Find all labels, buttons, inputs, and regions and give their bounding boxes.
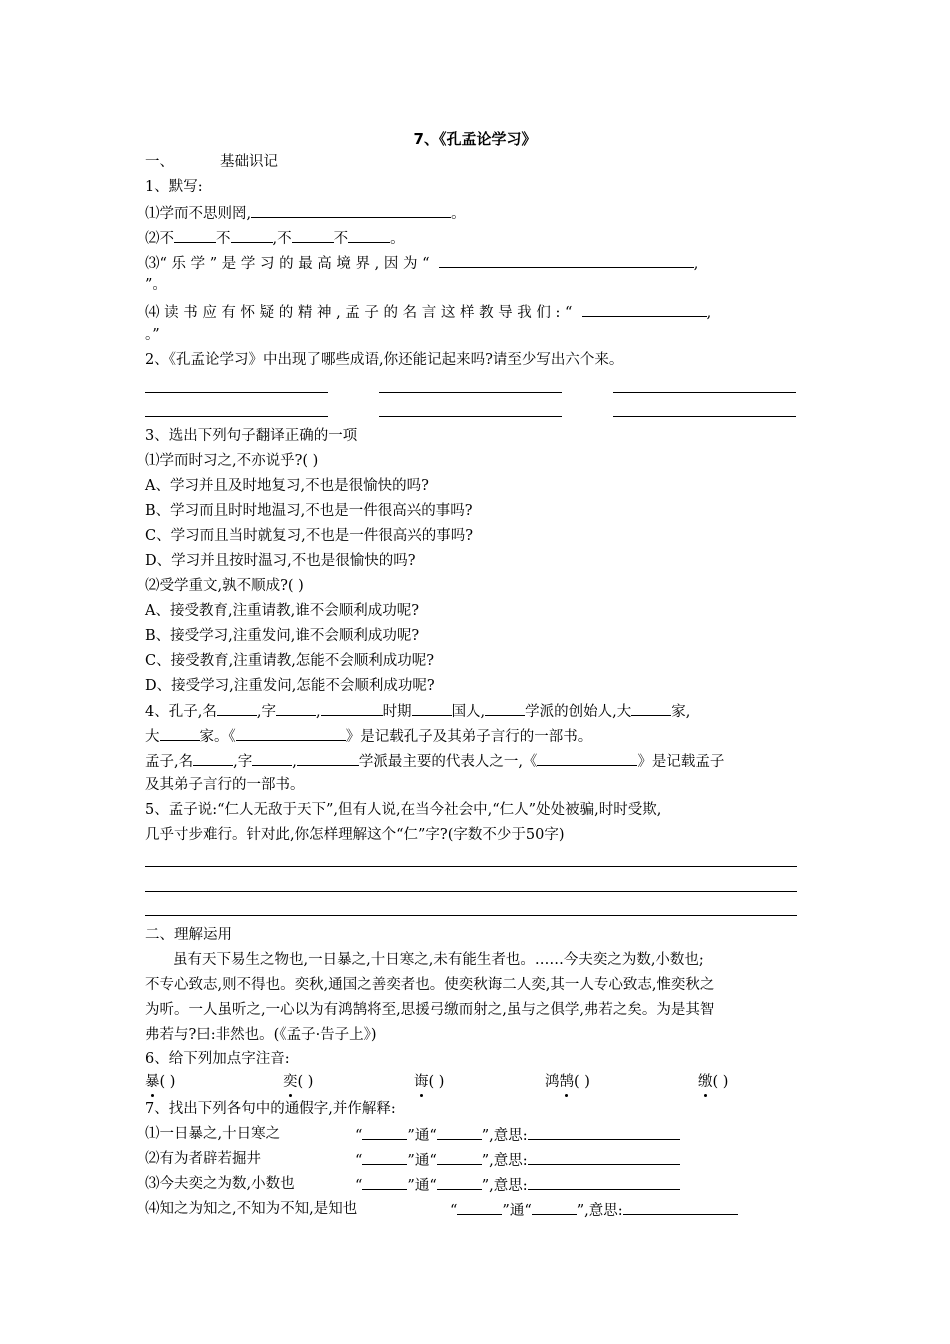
answer-blank[interactable]: [251, 202, 451, 218]
answer-blank[interactable]: [623, 1199, 738, 1215]
q7-fill: [355, 1124, 680, 1146]
passage-line: 为听。一人虽听之,一心以为有鸿鹄将至,思援弓缴而射之,虽与之俱学,弗若之矣。为是其智: [145, 1002, 715, 1018]
q7-text: ”通“: [502, 1203, 532, 1219]
section-one-number: 一、: [145, 154, 174, 170]
idiom-answer-line[interactable]: [379, 416, 562, 417]
q1-line4-text: ⑷ 读 书 应 有 怀 疑 的 精 神 , 孟 子 的 名 言 这 样 教 导 我 们 : “: [145, 305, 573, 321]
answer-blank[interactable]: [532, 1199, 577, 1215]
q3-option-c1[interactable]: C、学习而且当时就复习,不也是一件很高兴的事吗?: [145, 528, 473, 544]
section-two-heading: 二、理解运用: [145, 927, 232, 943]
q1-heading: 1、默写:: [145, 179, 203, 195]
q1-line4-end: 。”: [145, 327, 160, 343]
q4-text: 时期: [382, 704, 412, 720]
essay-answer-line[interactable]: [145, 915, 797, 916]
pinyin-blank[interactable]: ( ): [574, 1074, 590, 1090]
q3-sentence1: ⑴学而时习之,不亦说乎?( ): [145, 453, 319, 469]
dotted-char: 奕: [283, 1074, 298, 1090]
q1-line1-text: ⑴学而不思则罔,: [145, 206, 252, 222]
q7-text: ”通“: [407, 1128, 437, 1144]
pinyin-blank[interactable]: ( ): [712, 1074, 729, 1090]
answer-blank[interactable]: [528, 1124, 680, 1140]
q6-item: [414, 1072, 444, 1092]
answer-blank[interactable]: [537, 750, 637, 766]
answer-blank[interactable]: [193, 750, 233, 766]
dotted-char: 缴: [698, 1074, 713, 1090]
q6-item: [283, 1072, 313, 1092]
answer-blank[interactable]: [362, 1174, 407, 1190]
answer-blank[interactable]: [362, 1124, 407, 1140]
q1-line2-a: ⑵不: [145, 231, 174, 247]
q4-text: 家。《: [199, 729, 236, 745]
q4-text: 学派的创始人,大: [525, 704, 632, 720]
answer-blank[interactable]: [292, 227, 334, 243]
q7-row: [145, 1149, 261, 1169]
q4-text: ,: [292, 754, 297, 770]
q7-text: “: [355, 1153, 363, 1169]
section-one-title: 基础识记: [220, 154, 278, 170]
answer-blank[interactable]: [362, 1149, 407, 1165]
q4-line1: [145, 700, 690, 722]
answer-blank[interactable]: [348, 227, 390, 243]
q1-line1-end: 。: [451, 206, 466, 222]
q7-fill: [355, 1174, 680, 1196]
q3-heading: 3、选出下列句子翻译正确的一项: [145, 428, 358, 444]
q7-sentence: ⑴一日暴之,十日寒之: [145, 1126, 281, 1142]
q3-option-d1[interactable]: D、学习并且按时温习,不也是很愉快的吗?: [145, 553, 416, 569]
answer-blank[interactable]: [631, 700, 671, 716]
q1-line4: [145, 301, 711, 323]
q1-line2-b: 不: [216, 231, 231, 247]
answer-blank[interactable]: [457, 1199, 502, 1215]
idiom-answer-line[interactable]: [613, 416, 796, 417]
q7-text: ”,意思:: [576, 1203, 623, 1219]
pinyin-blank[interactable]: ( ): [428, 1074, 445, 1090]
q6-item: [145, 1072, 175, 1092]
answer-blank[interactable]: [217, 700, 257, 716]
q3-option-b2[interactable]: B、接受学习,注重发问,谁不会顺利成功呢?: [145, 628, 420, 644]
q6-heading: 6、给下列加点字注音:: [145, 1051, 290, 1067]
q7-row: [145, 1174, 295, 1194]
answer-blank[interactable]: [437, 1174, 482, 1190]
section-one-heading: [145, 152, 278, 172]
passage-line: 不专心致志,则不得也。奕秋,通国之善奕者也。使奕秋诲二人奕,其一人专心致志,惟奕秋之: [145, 977, 715, 993]
answer-blank[interactable]: [582, 301, 707, 317]
answer-blank[interactable]: [485, 700, 525, 716]
q1-line2-d: 不: [333, 231, 349, 247]
answer-blank[interactable]: [174, 227, 216, 243]
q2-heading: 2、《孔孟论学习》中出现了哪些成语,你还能记起来吗?请至少写出六个来。: [145, 352, 624, 368]
q4-text: ,: [315, 704, 321, 720]
q4-text: 大: [145, 729, 160, 745]
answer-blank[interactable]: [412, 700, 452, 716]
answer-blank[interactable]: [231, 227, 273, 243]
page-title: 7、《孔孟论学习》: [413, 130, 537, 148]
q4-text: 4、孔子,名: [145, 704, 217, 720]
q4-text: 家,: [671, 704, 691, 720]
q6-item: [545, 1072, 590, 1092]
q1-line2: [145, 227, 405, 249]
answer-blank[interactable]: [321, 700, 383, 716]
idiom-answer-line[interactable]: [145, 416, 328, 417]
answer-blank[interactable]: [252, 750, 292, 766]
q7-text: ”,意思:: [481, 1178, 528, 1194]
q7-text: “: [355, 1178, 363, 1194]
q4-text: 》是记载孟子: [637, 754, 725, 770]
q4-line2: [145, 725, 592, 747]
answer-blank[interactable]: [439, 252, 694, 268]
q4-text: ,字: [233, 754, 253, 770]
answer-blank[interactable]: [276, 700, 316, 716]
q1-line2-e: 。: [390, 231, 405, 247]
q6-item: [698, 1072, 728, 1092]
q7-heading: 7、找出下列各句中的通假字,并作解释:: [145, 1101, 396, 1117]
q4-text: 孟子,名: [145, 754, 194, 770]
answer-blank[interactable]: [160, 725, 200, 741]
q4-text: 学派最主要的代表人之一,《: [358, 754, 538, 770]
plain-char: 鸿: [545, 1074, 560, 1090]
q3-option-a2[interactable]: A、接受教育,注重请教,谁不会顺利成功呢?: [145, 603, 419, 619]
pinyin-blank[interactable]: ( ): [297, 1074, 314, 1090]
q7-fill: [355, 1149, 680, 1171]
q4-text: 国人,: [451, 704, 486, 720]
q3-sentence2: ⑵受学重文,孰不顺成?( ): [145, 578, 304, 594]
q4-text: ,字: [256, 704, 276, 720]
q3-option-d2[interactable]: D、接受学习,注重发问,怎能不会顺利成功呢?: [145, 678, 435, 694]
essay-answer-line[interactable]: [145, 866, 797, 867]
q7-text: “: [355, 1128, 363, 1144]
pinyin-blank[interactable]: ( ): [159, 1074, 176, 1090]
q3-option-a1[interactable]: A、学习并且及时地复习,不也是很愉快的吗?: [145, 478, 429, 494]
q1-line3-text: ⑶“ 乐 学 ” 是 学 习 的 最 高 境 界 , 因 为 “: [145, 256, 430, 272]
dotted-char: 诲: [414, 1074, 429, 1090]
idiom-answer-line[interactable]: [379, 392, 562, 393]
q1-line3-comma: ,: [693, 256, 699, 272]
q5-line2: 几乎寸步难行。针对此,你怎样理解这个“仁”字?(字数不少于50字): [145, 827, 565, 843]
answer-blank[interactable]: [437, 1124, 482, 1140]
q7-row: [145, 1124, 280, 1144]
idiom-answer-line[interactable]: [145, 392, 328, 393]
q1-line1: [145, 202, 466, 224]
q5-line1: 5、孟子说:“仁人无敌于天下”,但有人说,在当今社会中,“仁人”处处被骗,时时受欺,: [145, 802, 662, 818]
q1-line3-end: ”。: [145, 277, 167, 293]
q7-text: “: [450, 1203, 458, 1219]
q3-option-c2[interactable]: C、接受教育,注重请教,怎能不会顺利成功呢?: [145, 653, 435, 669]
answer-blank[interactable]: [236, 725, 346, 741]
idiom-answer-line[interactable]: [613, 392, 796, 393]
q1-line4-comma: ,: [706, 305, 712, 321]
q7-text: ”通“: [407, 1178, 437, 1194]
q4-text: 》是记载孔子及其弟子言行的一部书。: [345, 729, 593, 745]
q7-text: ”通“: [407, 1153, 437, 1169]
passage-line: 弗若与?曰:非然也。(《孟子·告子上》): [145, 1027, 377, 1043]
q7-sentence: ⑷知之为知之,不知为不知,是知也: [145, 1201, 358, 1217]
passage-line: 虽有天下易生之物也,一日暴之,十日寒之,未有能生者也。……今夫奕之为数,小数也;: [173, 952, 704, 968]
q7-text: ”,意思:: [481, 1128, 528, 1144]
q7-sentence: ⑶今夫奕之为数,小数也: [145, 1176, 295, 1192]
answer-blank[interactable]: [528, 1149, 680, 1165]
answer-blank[interactable]: [528, 1174, 680, 1190]
q1-line3: [145, 252, 698, 274]
q4-line3: [145, 750, 724, 772]
q7-row: [145, 1199, 357, 1219]
q3-option-b1[interactable]: B、学习而且时时地温习,不也是一件很高兴的事吗?: [145, 503, 473, 519]
q1-line2-c: ,不: [272, 231, 292, 247]
q4-line4: 及其弟子言行的一部书。: [145, 777, 305, 793]
essay-answer-line[interactable]: [145, 891, 797, 892]
q7-sentence: ⑵有为者辟若掘井: [145, 1151, 261, 1167]
q7-text: ”,意思:: [481, 1153, 528, 1169]
dotted-char: 暴: [145, 1074, 160, 1090]
q7-fill: [450, 1199, 738, 1221]
answer-blank[interactable]: [297, 750, 359, 766]
dotted-char: 鹄: [559, 1074, 574, 1090]
answer-blank[interactable]: [437, 1149, 482, 1165]
